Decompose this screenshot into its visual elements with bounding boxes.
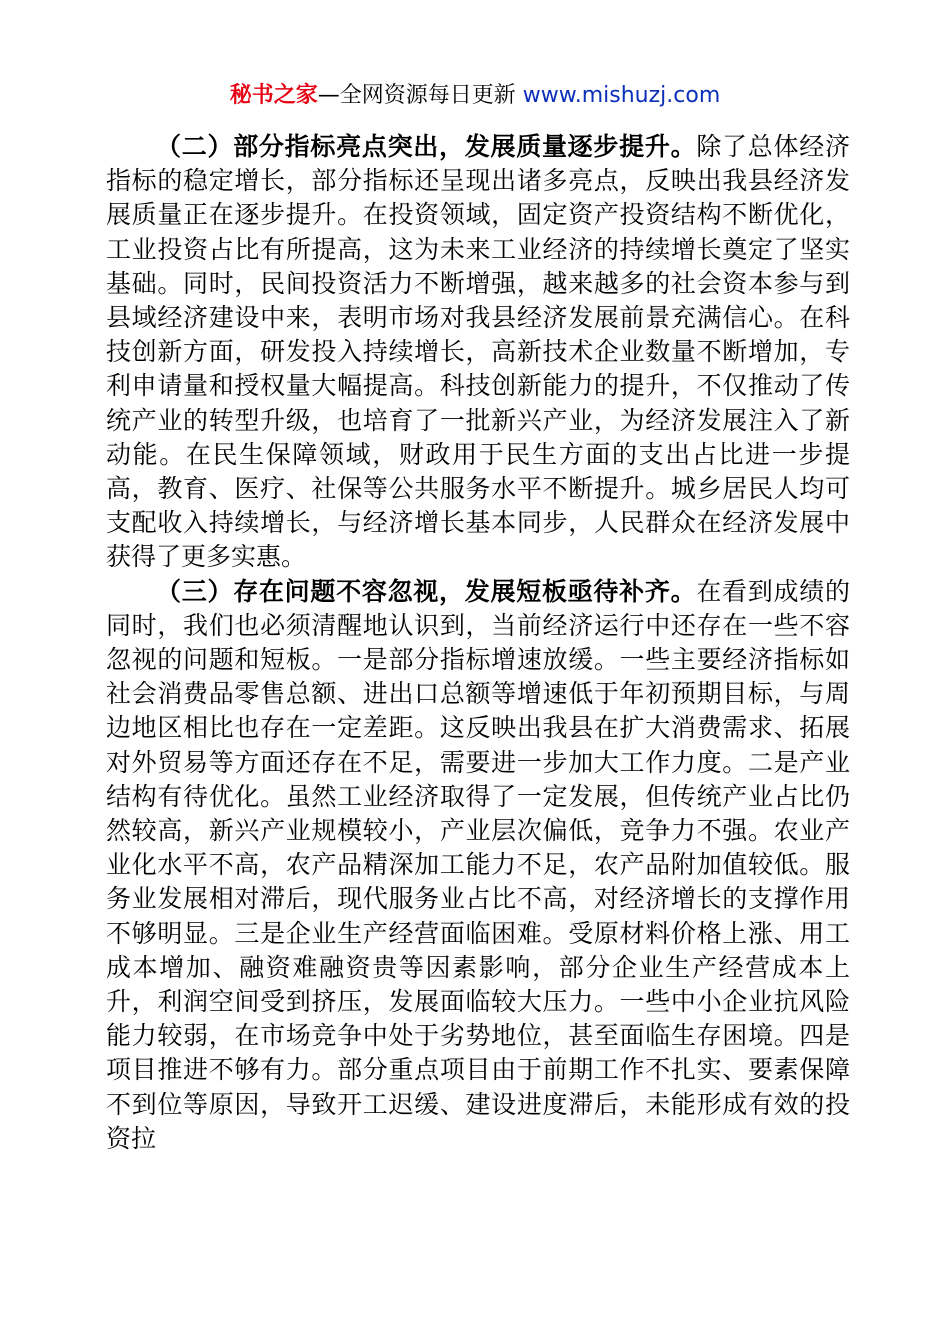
document-body [106,130,850,1156]
page-header [0,80,950,112]
paragraph-lead: （二）部分指标亮点突出，发展质量逐步提升。 [156,132,697,161]
site-url: www.mishuzj.com [522,83,721,108]
paragraph-highlights [106,130,850,575]
header-tagline: —全网资源每日更新 [317,83,523,108]
paragraph-text: 在看到成绩的同时，我们也必须清醒地认识到，当前经济运行中还存在一些不容忽视的问题和短板。一是部分指标增速放缓。一些主要经济指标如社会消费品零售总额、进出口总额等增速低于年初预期目标，与周边地区相比也存在一定差距。这反映出我县在扩大消费需求、拓展对外贸易等方面还存在不足，需要进一步加大工作力度。二是产业结构有待优化。虽然工业经济取得了一定发展，但传统产业占比仍然较高，新兴产业规模较小，产业层次偏低，竞争力不强。农业产业化水平不高，农产品精深加工能力不足，农产品附加值较低。服务业发展相对滞后，现代服务业占比不高，对经济增长的支撑作用不够明显。三是企业生产经营面临困难。受原材料价格上涨、用工成本增加、融资难融资贵等因素影响，部分企业生产经营成本上升，利润空间受到挤压，发展面临较大压力。一些中小企业抗风险能力较弱，在市场竞争中处于劣势地位，甚至面临生存困境。四是项目推进不够有力。部分重点项目由于前期工作不扎实、要素保障不到位等原因，导致开工迟缓、建设进度滞后，未能形成有效的投资拉 [106,576,850,1153]
paragraph-lead: （三）存在问题不容忽视，发展短板亟待补齐。 [156,576,697,606]
brand-name: 秘书之家 [229,83,318,108]
paragraph-problems [106,575,850,1156]
paragraph-text: 除了总体经济指标的稳定增长，部分指标还呈现出诸多亮点，反映出我县经济发展质量正在逐步提升。在投资领域，固定资产投资结构不断优化，工业投资占比有所提高，这为未来工业经济的持续增长奠定了坚实基础。同时，民间投资活力不断增强，越来越多的社会资本参与到县域经济建设中来，表明市场对我县经济发展前景充满信心。在科技创新方面，研发投入持续增长，高新技术企业数量不断增加，专利申请量和授权量大幅提高。科技创新能力的提升，不仅推动了传统产业的转型升级，也培育了一批新兴产业，为经济发展注入了新动能。在民生保障领域，财政用于民生方面的支出占比进一步提高，教育、医疗、社保等公共服务水平不断提升。城乡居民人均可支配收入持续增长，与经济增长基本同步，人民群众在经济发展中获得了更多实惠。 [106,132,850,572]
